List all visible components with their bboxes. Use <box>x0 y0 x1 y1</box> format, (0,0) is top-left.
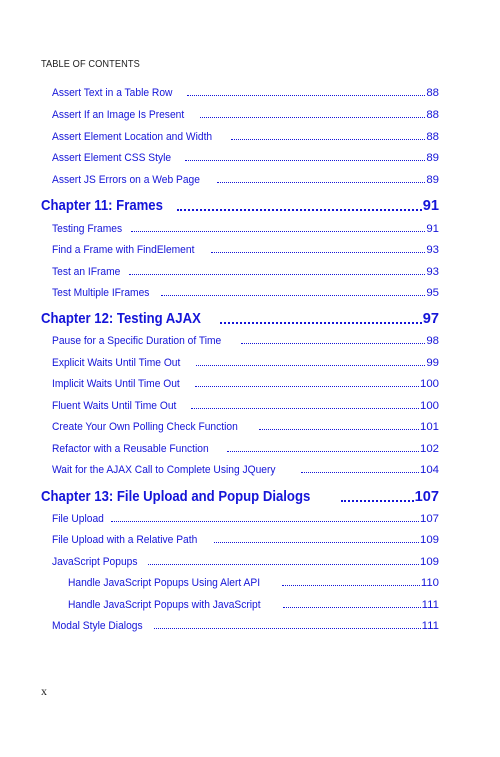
dot-leader <box>259 429 419 430</box>
toc-chapter-title: Chapter 13: File Upload and Popup Dialogs <box>41 489 311 505</box>
toc-entry-title: Create Your Own Polling Check Function <box>52 421 238 433</box>
dot-leader <box>341 500 413 502</box>
toc-entry-title: Assert Text in a Table Row <box>52 87 173 99</box>
toc-chapter-page: 97 <box>422 311 439 327</box>
toc-entry-page: 111 <box>421 599 439 611</box>
dot-leader <box>200 117 425 118</box>
toc-entry[interactable] <box>52 464 439 476</box>
dot-leader <box>148 564 419 565</box>
toc-entry-page: 101 <box>419 421 439 433</box>
dot-leader <box>283 607 421 608</box>
dot-leader <box>161 295 425 296</box>
toc-entry[interactable] <box>52 335 439 347</box>
toc-subentry[interactable] <box>68 577 439 589</box>
dot-leader <box>214 542 419 543</box>
toc-entry-title: Modal Style Dialogs <box>52 620 143 632</box>
toc-chapter-entry[interactable] <box>41 198 439 214</box>
toc-entry-page: 98 <box>426 335 439 347</box>
toc-entry-page: 102 <box>419 443 439 455</box>
toc-entry-page: 93 <box>426 266 439 278</box>
toc-entry-title: Find a Frame with FindElement <box>52 244 195 256</box>
toc-chapter-page: 91 <box>422 198 439 214</box>
toc-entry-page: 88 <box>426 87 439 99</box>
toc-entry-page: 100 <box>419 400 439 412</box>
toc-entry[interactable] <box>52 378 439 390</box>
toc-entry-title: Testing Frames <box>52 223 123 235</box>
toc-entry[interactable] <box>52 556 439 568</box>
toc-entry-page: 88 <box>426 109 439 121</box>
dot-leader <box>177 209 421 211</box>
toc-entry-title: Refactor with a Reusable Function <box>52 443 209 455</box>
toc-entry-page: 91 <box>426 223 439 235</box>
toc-entry-title: Wait for the AJAX Call to Complete Using JQuery <box>52 464 276 476</box>
dot-leader <box>187 95 426 96</box>
toc-entry-title: Handle JavaScript Popups Using Alert API <box>68 577 261 589</box>
toc-entry[interactable] <box>52 443 439 455</box>
toc-entry-title: Handle JavaScript Popups with JavaScript <box>68 599 261 611</box>
toc-entry-page: 107 <box>419 513 439 525</box>
toc-entry[interactable] <box>52 620 439 632</box>
toc-entry[interactable] <box>52 266 439 278</box>
dot-leader <box>301 472 419 473</box>
toc-entry-title: File Upload <box>52 513 104 525</box>
running-header: TABLE OF CONTENTS <box>41 58 140 70</box>
toc-entry-page: 89 <box>426 152 439 164</box>
toc-entry-title: Assert JS Errors on a Web Page <box>52 174 200 186</box>
toc-entry-title: Assert Element Location and Width <box>52 131 213 143</box>
toc-entry[interactable] <box>52 174 439 186</box>
toc-entry-page: 99 <box>426 357 439 369</box>
dot-leader <box>111 521 419 522</box>
toc-entry-title: Test an IFrame <box>52 266 121 278</box>
toc-entry-page: 109 <box>419 556 439 568</box>
toc-entry[interactable] <box>52 223 439 235</box>
dot-leader <box>191 408 419 409</box>
toc-entry-title: Implicit Waits Until Time Out <box>52 378 180 390</box>
toc-entry[interactable] <box>52 152 439 164</box>
toc-subentry[interactable] <box>68 599 439 611</box>
dot-leader <box>241 343 425 344</box>
toc-entry-page: 95 <box>426 287 439 299</box>
toc-chapter-title: Chapter 11: Frames <box>41 198 163 214</box>
toc-entry-title: Fluent Waits Until Time Out <box>52 400 177 412</box>
dot-leader <box>195 386 419 387</box>
toc-entry-title: Test Multiple IFrames <box>52 287 150 299</box>
toc-entry-page: 93 <box>426 244 439 256</box>
dot-leader <box>282 585 419 586</box>
dot-leader <box>227 451 419 452</box>
toc-entry-page: 104 <box>419 464 439 476</box>
toc-entry-title: File Upload with a Relative Path <box>52 534 198 546</box>
dot-leader <box>196 365 426 366</box>
toc-entry-page: 111 <box>421 620 439 632</box>
toc-entry[interactable] <box>52 287 439 299</box>
dot-leader <box>217 182 425 183</box>
toc-entry[interactable] <box>52 421 439 433</box>
dot-leader <box>131 231 425 232</box>
toc-entry[interactable] <box>52 534 439 546</box>
toc-entry-page: 109 <box>419 534 439 546</box>
dot-leader <box>211 252 425 253</box>
page-number: x <box>41 684 47 698</box>
toc-chapter-entry[interactable] <box>41 311 439 327</box>
toc-entry[interactable] <box>52 244 439 256</box>
dot-leader <box>129 274 425 275</box>
toc-entry-title: Explicit Waits Until Time Out <box>52 357 181 369</box>
dot-leader <box>185 160 425 161</box>
dot-leader <box>154 628 421 629</box>
toc-entry[interactable] <box>52 87 439 99</box>
toc-entry-title: JavaScript Popups <box>52 556 138 568</box>
toc-entry[interactable] <box>52 357 439 369</box>
toc-chapter-title: Chapter 12: Testing AJAX <box>41 311 201 327</box>
toc-entry-title: Assert If an Image Is Present <box>52 109 185 121</box>
toc-entry-page: 88 <box>426 131 439 143</box>
toc-chapter-entry[interactable] <box>41 489 439 505</box>
toc-entry-page: 110 <box>420 577 439 589</box>
toc-entry-title: Assert Element CSS Style <box>52 152 172 164</box>
toc-entry[interactable] <box>52 400 439 412</box>
toc-entry[interactable] <box>52 131 439 143</box>
toc-entry-page: 100 <box>419 378 439 390</box>
dot-leader <box>231 139 425 140</box>
toc-entry[interactable] <box>52 513 439 525</box>
toc-entry[interactable] <box>52 109 439 121</box>
dot-leader <box>220 322 422 324</box>
toc-chapter-page: 107 <box>414 489 439 505</box>
toc-entry-page: 89 <box>426 174 439 186</box>
toc-entry-title: Pause for a Specific Duration of Time <box>52 335 222 347</box>
